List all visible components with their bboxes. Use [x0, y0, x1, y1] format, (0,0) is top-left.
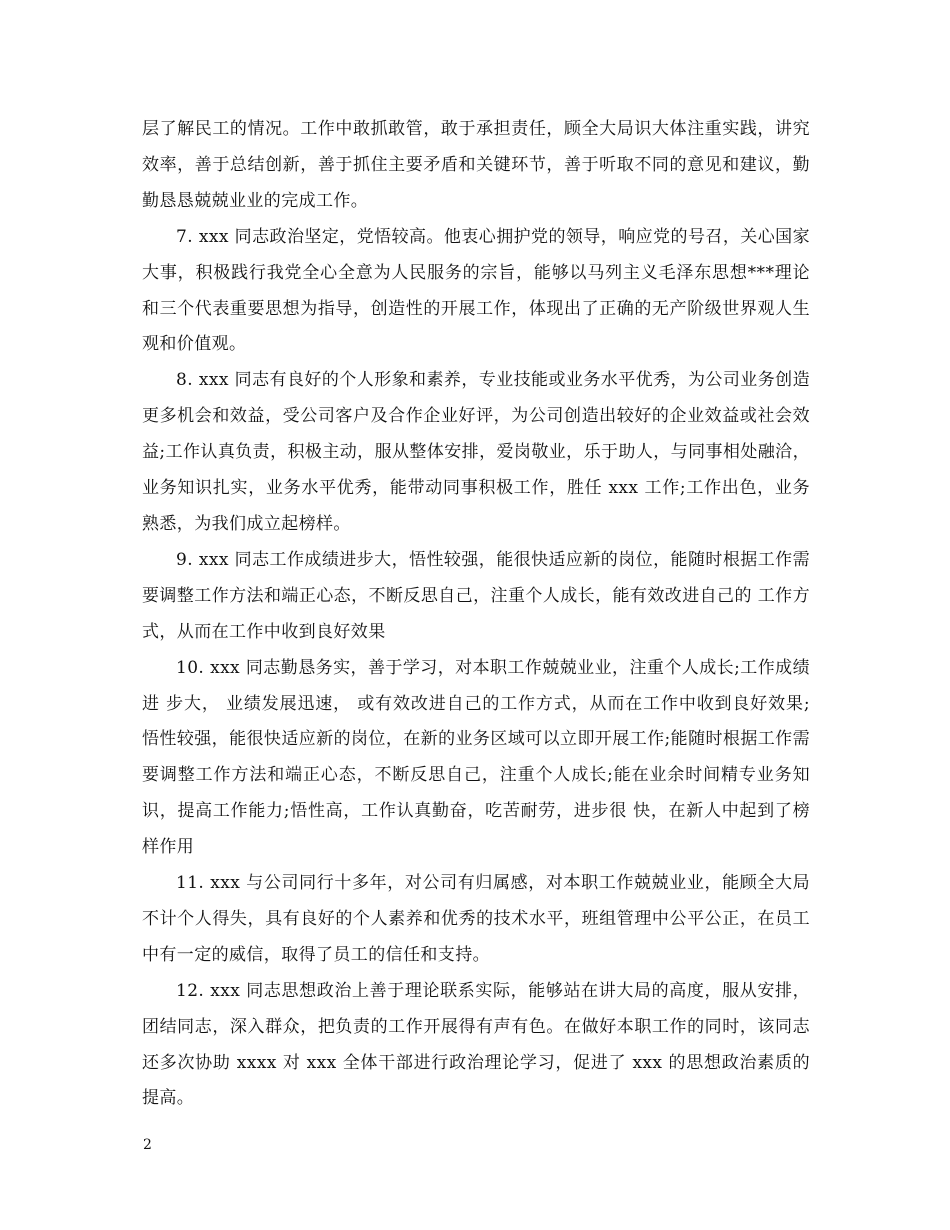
paragraph-item-9: 9. xxx 同志工作成绩进步大，悟性较强，能很快适应新的岗位，能随时根据工作需要调整工作方法和端正心态，不断反思自己，注重个人成长，能有效改进自己的 工作方式，从而在工作中收到良好效果: [142, 549, 810, 642]
paragraph-item-10: 10. xxx 同志勤恳务实，善于学习，对本职工作兢兢业业，注重个人成长;工作成绩进 步大， 业绩发展迅速， 或有效改进自己的工作方式，从而在工作中收到良好效果; 悟性较强，能很快适应新的岗位，在新的业务区域可以立即开展工作;能随时根据工作需要调整工作方法和端正心态，不断反思自己，注重个人成长;能在业余时间精专业务知识，提高工作能力;悟性高，工作认真勤奋，吃苦耐劳，进步很 快，在新人中起到了榜样作用: [142, 657, 810, 858]
page-number: 2: [143, 1137, 152, 1153]
paragraph-item-7: 7. xxx 同志政治坚定，党悟较高。他衷心拥护党的领导，响应党的号召，关心国家大事，积极践行我党全心全意为人民服务的宗旨，能够以马列主义毛泽东思想***理论和三个代表重要思想为指导，创造性的开展工作，体现出了正确的无产阶级世界观人生观和价值观。: [142, 226, 810, 355]
paragraph-item-8: 8. xxx 同志有良好的个人形象和素养，专业技能或业务水平优秀，为公司业务创造更多机会和效益，受公司客户及合作企业好评，为公司创造出较好的企业效益或社会效益;工作认真负责，积极主动，服从整体安排，爱岗敬业，乐于助人，与同事相处融洽，业务知识扎实，业务水平优秀，能带动同事积极工作，胜任 xxx 工作;工作出色，业务熟悉，为我们成立起榜样。: [142, 370, 810, 534]
paragraph-item-11: 11. xxx 与公司同行十多年，对公司有归属感，对本职工作兢兢业业，能顾全大局不计个人得失，具有良好的个人素养和优秀的技术水平，班组管理中公平公正，在员工中有一定的威信，取得了员工的信任和支持。: [142, 873, 810, 965]
paragraph-continued: 层了解民工的情况。工作中敢抓敢管，敢于承担责任，顾全大局识大体注重实践，讲究效率，善于总结创新，善于抓住主要矛盾和关键环节，善于听取不同的意见和建议，勤勤恳恳兢兢业业的完成工作。: [142, 119, 810, 211]
document-body: [142, 112, 810, 1117]
paragraph-item-12: 12. xxx 同志思想政治上善于理论联系实际，能够站在讲大局的高度，服从安排，团结同志，深入群众，把负责的工作开展得有声有色。在做好本职工作的同时，该同志还多次协助 xxxx 对 xxx 全体干部进行政治理论学习，促进了 xxx 的思想政治素质的提高。: [142, 980, 810, 1109]
